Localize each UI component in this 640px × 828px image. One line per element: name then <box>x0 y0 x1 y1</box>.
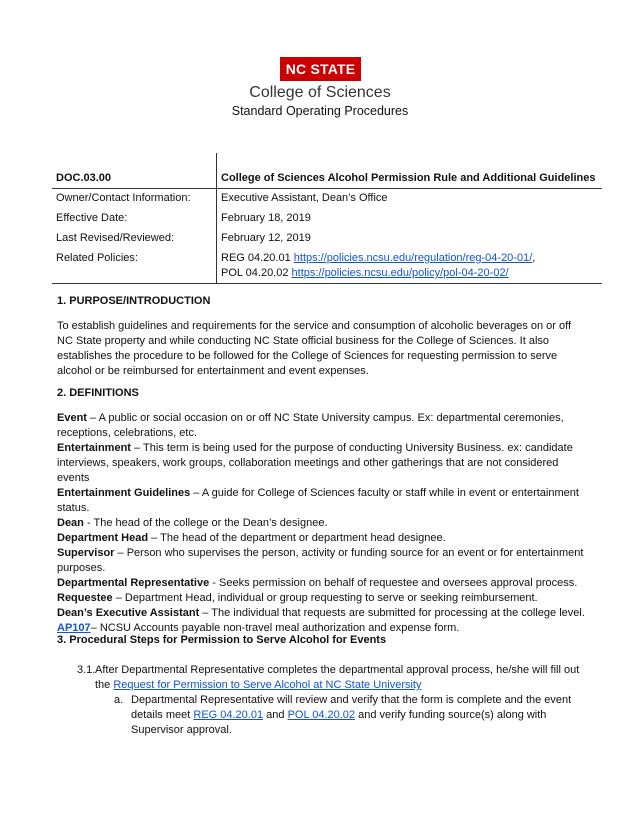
definition-item <box>57 411 587 441</box>
row-label: Effective Date: <box>52 209 217 229</box>
doc-id: DOC.03.00 <box>52 169 217 189</box>
definition-item <box>57 576 587 591</box>
definition-item <box>57 606 587 621</box>
definition-term: Event <box>57 412 87 424</box>
document-subtitle: Standard Operating Procedures <box>231 104 409 118</box>
definition-term: Requestee <box>57 592 113 604</box>
definition-term: Dean’s Executive Assistant <box>57 607 200 619</box>
pol-prefix: POL 04.20.02 <box>221 267 292 279</box>
definition-text: - Seeks permission on behalf of requestee and oversees approval process. <box>209 577 578 589</box>
reg-04-20-01-link[interactable]: https://policies.ncsu.edu/regulation/reg-04-20-01/ <box>293 252 533 264</box>
row-label: Related Policies: <box>52 249 217 284</box>
section-body: To establish guidelines and requirements for the service and consumption of alcoholic beverages on or off NC State property and while conducting NC State official business for the College of Sciences. It also establishes the procedure to be followed for the College of Sciences for requesting permission to serve alcohol or be reimbursed for entertainment and event expenses. <box>57 320 572 377</box>
table-row <box>52 189 602 210</box>
definition-term: Supervisor <box>57 547 115 559</box>
section-heading: 2. DEFINITIONS <box>57 387 139 399</box>
section-heading: 1. PURPOSE/INTRODUCTION <box>57 295 211 307</box>
definition-item <box>57 531 587 546</box>
reg-prefix: REG 04.20.01 <box>221 252 294 264</box>
section-procedural-steps <box>57 633 587 648</box>
row-value: Executive Assistant, Dean’s Office <box>221 192 388 204</box>
definition-text: – The head of the department or department head designee. <box>148 532 446 544</box>
definition-text: – A guide for College of Sciences faculty or staff while in event or entertainment status. <box>57 487 579 514</box>
nc-state-logo <box>280 57 361 81</box>
sub-step-text <box>131 693 581 738</box>
definition-text: – This term is being used for the purpose of conducting University Business. ex: candidate interviews, speakers, work groups, collaboration meetings and other gatherings that are not considered events <box>57 442 573 484</box>
section-purpose <box>57 294 587 379</box>
ap107-link[interactable]: AP107 <box>57 622 91 634</box>
definition-item <box>57 486 587 516</box>
sub-body-2: and verify funding source(s) along with Supervisor approval. <box>131 709 547 736</box>
definition-term: Departmental Representative <box>57 577 210 589</box>
step-text <box>95 663 587 693</box>
table-divider <box>216 153 217 170</box>
definition-term: Department Head <box>57 532 149 544</box>
definition-item <box>57 591 587 606</box>
table-row <box>52 229 602 249</box>
definition-text: – NCSU Accounts payable non-travel meal authorization and expense form. <box>90 622 460 634</box>
section-definitions <box>57 386 587 636</box>
table-header-row <box>52 169 602 189</box>
definition-term: Dean <box>57 517 84 529</box>
definition-item <box>57 546 587 576</box>
doc-title: College of Sciences Alcohol Permission Rule and Additional Guidelines <box>217 169 603 189</box>
reg-suffix: , <box>532 252 536 264</box>
table-row-related <box>52 249 602 284</box>
logo-text: NC STATE <box>285 61 356 77</box>
pol-04-20-02-link[interactable]: https://policies.ncsu.edu/policy/pol-04-20-02/ <box>291 267 509 279</box>
row-label: Last Revised/Reviewed: <box>52 229 217 249</box>
definition-text: - The head of the college or the Dean’s designee. <box>83 517 328 529</box>
definitions-list <box>57 411 587 636</box>
related-policies-value <box>217 249 603 284</box>
college-name: College of Sciences <box>249 84 391 101</box>
step-number: 3.1. <box>77 664 96 676</box>
definition-item <box>57 516 587 531</box>
section-heading: 3. Procedural Steps for Permission to Serve Alcohol for Events <box>57 634 387 646</box>
row-label: Owner/Contact Information: <box>52 189 217 210</box>
reg-link[interactable]: REG 04.20.01 <box>193 709 264 721</box>
row-value: February 12, 2019 <box>221 232 311 244</box>
definition-text: – Department Head, individual or group requesting to serve or seeking reimbursement. <box>112 592 538 604</box>
definition-text: – The individual that requests are submitted for processing at the college level. <box>199 607 585 619</box>
metadata-table <box>52 169 602 284</box>
sub-step-letter: a. <box>114 694 124 706</box>
sub-and: and <box>263 709 288 721</box>
table-row <box>52 209 602 229</box>
definition-text: – A public or social occasion on or off NC State University campus. Ex: departmental ceremonies, receptions, celebrations, etc. <box>57 412 564 439</box>
definition-text: – Person who supervises the person, activity or funding source for an event or for entertainment purposes. <box>57 547 584 574</box>
definition-item <box>57 441 587 486</box>
pol-link[interactable]: POL 04.20.02 <box>287 709 356 721</box>
definition-term: Entertainment Guidelines <box>57 487 191 499</box>
request-permission-link[interactable]: Request for Permission to Serve Alcohol at NC State University <box>113 679 422 691</box>
definition-term: Entertainment <box>57 442 131 454</box>
step-body: After Departmental Representative completes the departmental approval process, he/she will fill out the <box>95 664 580 691</box>
row-value: February 18, 2019 <box>221 212 311 224</box>
sub-body-1: Departmental Representative will review and verify that the form is complete and the event details meet <box>131 694 572 721</box>
